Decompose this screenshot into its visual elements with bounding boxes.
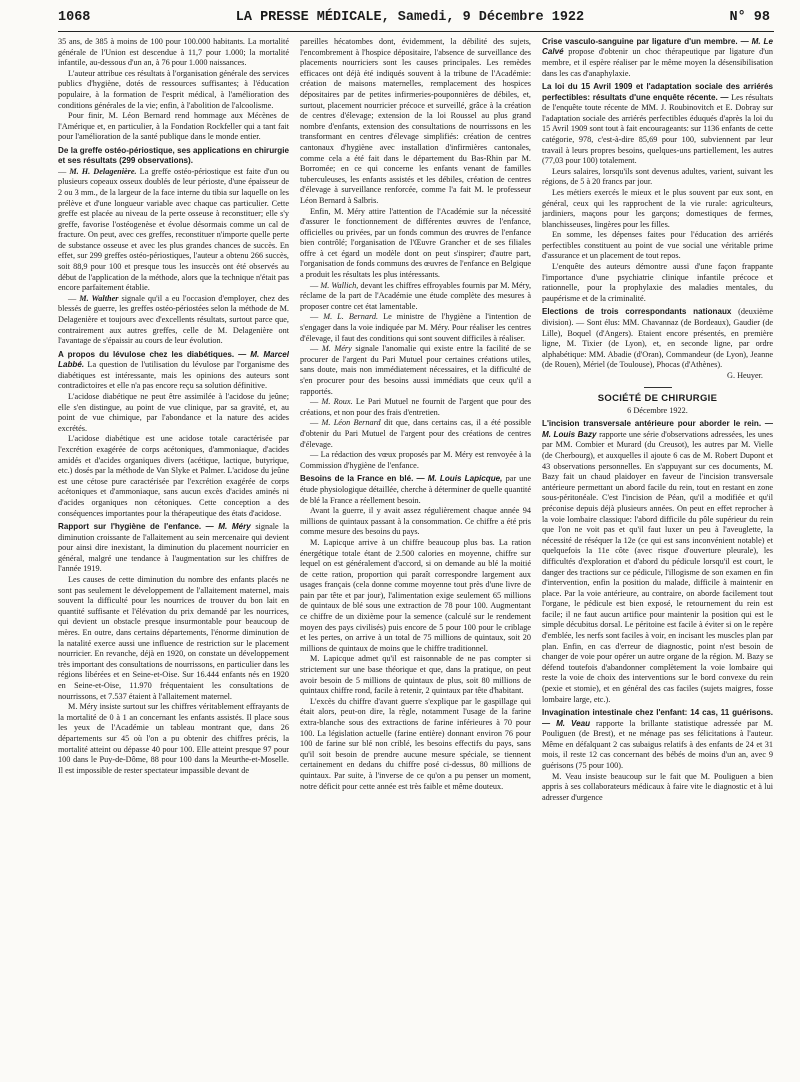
paragraph-text: signale la diminution croissante de l'allaitement au sein mercenaire qui devient pour ainsi dire inexistant, la diminution du placement nourricier en général, malgré une tendance à l'augmentation sur les chiffres de l'année 1919. [58,522,289,574]
columns [58,37,774,1077]
signature: G. Heuyer. [727,371,763,380]
paragraph: Leurs salaires, lorsqu'ils sont devenus adultes, varient, suivant les régions, de 5 à 20 francs par jour. [542,166,773,187]
paragraph: L'excès du chiffre d'avant guerre s'explique par le gaspillage qui était alors, peut-on dire, la règle, notamment l'usage de la farine extra-blanche sous des extractions de farine inférieures à 70 pour 100. La législation actuelle (farine entière) donnant environ 76 pour 100 de farine sur blé non criblé, les besoins effectifs du pays, sans qu'il soit besoin de prendre aucune mesure spéciale, se tiennent certainement en dedans du chiffre posé ci-dessus, 80 millions de quintaux. Par suite, à l'inverse de ce qu'on a pu penser un moment, notre déficit pour cette année est très faible et même douteux. [300,696,531,791]
article-heading [58,146,289,167]
paragraph: — M. Wallich, devant les chiffres effroyables fournis par M. Méry, réclame de la part de l'Académie une étude complète des mesures à proposer contre cet état lamentable. [300,280,531,311]
heading-text: Besoins de la France en blé. [300,474,414,484]
paragraph: L'enquête des auteurs démontre aussi d'une façon frappante l'importance d'une psychiatrie clinique infantile précoce et rationnelle, pour la prophylaxie des maladies mentales, du paupérisme et de la criminalité. [542,262,773,303]
paragraph: Avant la guerre, il y avait assez régulièrement chaque année 94 millions de quintaux passant à la consommation. Ce chiffre a été pris comme mesure des besoins du pays. [300,506,531,537]
author-name: M. Louis Bazy [542,429,597,439]
paragraph-text: Le ministre de l'hygiène a l'intention de s'engager dans la voie indiquée par M. Méry. Pour réaliser les centres d'élevage, il faut des conditions qui sont souvent difficiles à réaliser. [300,312,531,343]
article-heading: Invagination intestinale chez l'enfant: 14 cas, 11 guérisons. — M. Veau rapporte la brillante statistique adressée par M. Pouliguen (de Brest), et ne ménage pas ses félicitations à l'auteur. Même en défalquant 2 cas subaigus relatifs à des enfants de 24 et 31 mois, il reste 12 cas concernant des bébés de moins d'un an, avec 9 guérisons (75 pour 100). [542,708,773,770]
heading-text: La loi du 15 Avril 1909 et l'adaptation sociale des arriérés perfectibles: résultats d'une enquête récente. [542,82,773,102]
author-name: M. Méry [321,344,352,354]
page-header [58,10,774,28]
paragraph: M. Méry insiste surtout sur les chiffres véritablement effrayants de la mortalité de 0 à 1 an concernant les enfants assistés. Il place sous les yeux de l'Académie un tableau montrant que, dans 26 départements sur 45 où l'on a pu obtenir des chiffres précis, la mortalité atteint ou dépasse 40 pour 100. Elle atteint presque 97 pour 100 dans le Puy-de-Dôme, 88 pour 100 dans la Meurthe-et-Moselle. Il est impossible de rester spectateur impassible devant de [58,702,289,775]
paragraph: 35 ans, de 385 à moins de 100 pour 100.000 habitants. La mortalité générale de l'Union est descendue à 11,7 pour 1.000; la mortalité infantile, au-dessous d'un an, à 76 pour 1.000 naissances. [58,37,289,68]
author-name: M. L. Bernard. [323,312,379,322]
column-2 [300,37,531,1077]
author-name: M. Veau [556,718,591,728]
section-title: SOCIÉTÉ DE CHIRURGIE [597,392,718,404]
paragraph-text: dit que, dans certains cas, il a été possible d'obtenir du Pari Mutuel de l'argent pour des créations de centres d'élevage. [300,418,531,449]
paragraph: — M. Léon Bernard dit que, dans certains cas, il a été possible d'obtenir du Pari Mutuel de l'argent pour des créations de centres d'élevage. [300,418,531,449]
heading-text: L'incision transversale antérieure pour aborder le rein. [542,419,762,429]
paragraph: — La rédaction des vœux proposés par M. Méry est renvoyée à la Commission d'hygiène de l'enfance. [300,450,531,470]
paragraph: M. Veau insiste beaucoup sur le fait que M. Pouliguen a bien appris à ses collaborateurs médicaux à faire vite le diagnostic et à lui adresser d'urgence [542,771,773,802]
heading-text: Elections de trois correspondants nationaux [542,307,732,317]
heading-text: Invagination intestinale chez l'enfant: 14 cas, 11 guérisons. [542,708,773,718]
author-name: M. Louis Lapicque, [427,474,503,484]
paragraph: pareilles hécatombes dont, évidemment, la débilité des sujets, l'encombrement à l'hospice dépositaire, l'absence de surveillance des placements nourriciers sont les causes principales. Les remèdes efficaces ont déjà été indiqués souvent à la tribune de l'Académie: création de maisons maternelles, remplacement des hospices dépositaires par de petites infirmeries-pouponnières de débiles, et, surtout, placement nourricier précoce et surveillé, grâce à la création de centres d'élevage; extension de la loi Roussel au plus grand nombre d'enfants, extension des consultations de nourrissons en les transformant en centres d'élevage simplifiés: création de centres cantonaux d'hygiène avec installation d'infirmières cantonales, comme cela a été fait dans le département du Bas-Rhin par M. Borromée; en ce qui concerne les enfants venant de familles tuberculeuses, les enfants assistés et les débiles, création de centres d'élevage à surveillance renforcée, comme l'a fait M. le professeur Léon Bernard à Salbris. [300,37,531,205]
paragraph-text: La rédaction des vœux proposés par M. Méry est renvoyée à la Commission d'hygiène de l'enfance. [300,450,531,470]
author-name: M. Méry [218,522,251,532]
section-divider [644,387,672,388]
author-name: M. Walther [79,293,119,303]
paragraph: L'acidose diabétique est une acidose totale caractérisée par l'excrétion exagérée de corps acétoniques, d'ammoniaque, d'acides amidés et d'acides organiques divers (acétique, lactique, butyrique, etc.) dosés par la méthode de Van Slyke et Palmer. L'acidose du jeûne est une cétose pure caractérisée par l'excrétion exagérée de corps acétoniques et d'ammoniaque, sans aucun excès d'acides aminés ni d'acides organiques non cétoniques. Cette conception a des conséquences importantes pour la thérapeutique des états d'acidose. [58,434,289,518]
paragraph-text: Les résultats de l'enquête toute récente de MM. J. Roubinovitch et E. Dobray sur l'adaptation sociale des arriérés perfectibles éduqués d'après la loi du 15 Avril 1909 sont tout à fait encourageants: sur 1136 enfants de cette catégorie, 978, c'est-à-dire 85,69 pour 100, subviennent par leur travail à leurs propres besoins, quelques-uns partiellement, les autres (77,03 pour 100) totalement. [542,92,773,166]
paragraph-text: rapporte la brillante statistique adressée par M. Pouliguen (de Brest), et ne ménage pas ses félicitations à l'auteur. Même en défalquant 2 cas subaigus relatifs à des enfants de 24 et 31 mois, il reste 12 cas concernant des bébés de moins d'un an, avec 9 guérisons (75 pour 100). [542,718,773,770]
paragraph: M. Lapicque arrive à un chiffre beaucoup plus bas. La ration énergétique totale étant de 2.500 calories en moyenne, chiffre sur lequel on est généralement d'accord, si on demande au blé la moitié de cette ration, proportion qui paraît correspondre largement aux usages français (cela donne comme moyenne tout près d'une livre de pain par tête et par jour), l'alimentation exige seulement 65 millions de quintaux de blé sous une extraction de 78 pour 100. Augmentant ce chiffre de un dixième pour la semence (calculé sur le rendement moyen des pays civilisés) puis encore de 5 pour 100 pour le criblage et les pertes, on arrive à un total de 75 millions de quintaux, soit 20 millions de quintaux de moins que le chiffre traditionnel. [300,537,531,653]
paragraph: M. Lapicque admet qu'il est raisonnable de ne pas compter si strictement sur une base théorique et que, dans la pratique, on peut avoir besoin de 5 millions de quintaux de plus, soit 80 millions de quintaux chiffre rond, facile à retenir, 2 quintaux par tête d'habitant. [300,654,531,696]
article-heading [542,307,773,371]
paragraph: En somme, les dépenses faites pour l'éducation des arriérés perfectibles constituent au point de vue social une véritable prime d'assurance et un placement de tout repos. [542,230,773,261]
paragraph-text: rapporte une série d'observations adressées, les unes par MM. Combier et Murard (du Creusot), les autres par M. Vielle (de Cherbourg), et auxquelles il ajoute 6 cas de M. Robert Dupont et 43 observations personnelles. En s'appuyant sur ces documents, M. Bazy fait un chaud plaidoyer en faveur de l'incision transversale antérieure permettant un abord facile du rein, tout en restant en zone sous-péritonéale. C'est l'incision de Péan, qu'il a modifiée et qu'il préconise depuis déjà plusieurs années. On peut en effet reprocher à la voie lombaire classique: l'abord difficile du pôle supérieur du rein que l'on ne voit pas et qu'il faut luxer un peu à l'aveuglette, la nécessité de réséquer la 12e (ce qui est sans inconvénient notable) et quelquefois la 11e côte (avec risque d'ouverture pleurale), les difficultés d'exploration et d'abord du pédicule lorsqu'il est court, le danger des tractions sur ce pédicule, l'illogisme de son examen en fin d'intervention, enfin la position du malade, difficile à maintenir en place. Par la voie antérieure, au contraire, on aborde facilement tout l'organe, le pédicule est bien exposé, le retournement du rein est facile; il ne faut aucun artifice pour maintenir la position qui est le simple décubitus dorsal. Le péritoine est facile à éviter si on le repère d'emblée, les nerfs sont faciles à voir, en incisant les muscles plan par plan. Enfin, en cas d'erreur de diagnostic, point n'est besoin de changer de voie pour opérer un autre organe de la région. M. Bazy se défend toutefois d'abandonner complètement la voie lombaire qui reste la voie de choix des interventions sur le bord convexe du rein (pexie et stomie), et en général des cas faciles (sujets maigres, fosse lombaire large, etc.). [542,429,773,704]
paragraph: Enfin, M. Méry attire l'attention de l'Académie sur la nécessité d'assurer le fonctionnement de différentes œuvres de l'enfance, officielles ou privées, par un fonds commun des œuvres de l'enfance bien contrôlé; l'organisation de l'Œuvre Grancher et de ses filiales offre à cet égard un modèle dont on peut s'inspirer; d'autre part, l'organisation de fonds communs des œuvres de l'enfance en Belgique a produit les résultats les plus intéressants. [300,206,531,280]
paragraph-text: (deuxième division). — Sont élus: MM. Chavannaz (de Bordeaux), Gaudier (de Lille), Boquel (d'Angers). Etaient encore présentés, en première ligne, M. Tixier (de Lyon), et, en seconde ligne, par ordre alphabétique: MM. Abadie (d'Oran), Commandeur (de Lyon), Jeanne (de Rouen), Mériel (de Toulouse), Phocas (d'Athènes). [542,307,773,370]
heading-text: Rapport sur l'hygiène de l'enfance. [58,522,202,532]
column-1 [58,37,289,1077]
paragraph-text: signale l'anomalie qui existe entre la facilité de se procurer de l'argent du Pari Mutuel pour certaines créations utiles, sans doute, mais non immédiatement nécessaires, et la difficulté de s'en procurer pour des besoins aussi immédiats que ceux qu'il a rapportés. [300,344,531,396]
article-heading: Rapport sur l'hygiène de l'enfance. — M. Méry signale la diminution croissante de l'allaitement au sein mercenaire qui devient pour ainsi dire inexistant, la diminution du placement nourricier en général, malgré une tendance à l'augmentation sur les chiffres de l'année 1919. [58,522,289,574]
section-date: 6 Décembre 1922. [627,405,688,415]
page-number: 1068 [58,10,91,25]
journal-title: LA PRESSE MÉDICALE, Samedi, 9 Décembre 1922 [235,10,585,25]
heading-text: Crise vasculo-sanguine par ligature d'un membre. [542,37,738,46]
article-heading: Crise vasculo-sanguine par ligature d'un membre. — M. Le Calvé propose d'obtenir un choc thérapeutique par ligature d'un membre, et il espère réaliser par le même moyen la désensibilisation dans les cas d'anaphylaxie. [542,37,773,78]
column-3 [542,37,773,1077]
heading-text: A propos du lévulose chez les diabétiques. [58,349,235,359]
author-name: M. Léon Bernard [321,418,381,428]
paragraph: — M. H. Delagenière. La greffe ostéo-périostique est faite d'un ou plusieurs copeaux osseux doublés de leur périoste, d'une épaisseur de 2 ou 3 mm., de la largeur de la face interne du tibia sur laquelle on les prélève et d'une longueur variable avec chaque cas particulier. Cette greffe est placée au niveau de la perte osseuse à reconstituer; elle s'y greffe, favorise l'ostéogenèse et évolue désormais comme un cal de fracture. On peut, avec ces greffes, reconstituer n'importe quelle perte de substance osseuse et avec les plus grandes chances de succès. En effet, sur 299 greffes ostéo-périostiques, l'auteur a obtenu 266 succès, soit 88,9 pour 100 et presque tous les insuccès ont été observés au début de l'application de la méthode, alors que la technique n'était pas encore parfaitement établie. [58,166,289,293]
heading-text: De la greffe ostéo-périostique, ses applications en chirurgie et ses résultats (299 observations). [58,145,289,166]
article-heading: L'incision transversale antérieure pour aborder le rein. — M. Louis Bazy rapporte une série d'observations adressées, les unes par MM. Combier et Murard (du Creusot), les autres par M. Vielle (de Cherbourg), et auxquelles il ajoute 6 cas de M. Robert Dupont et 43 observations personnelles. En s'appuyant sur ces documents, M. Bazy fait un chaud plaidoyer en faveur de l'incision transversale antérieure permettant un abord facile du rein, tout en restant en zone sous-péritonéale. C'est l'incision de Péan, qu'il a modifiée et qu'il préconise depuis déjà plusieurs années. On peut en effet reprocher à la voie lombaire classique: l'abord difficile du pôle supérieur du rein que l'on ne voit pas et qu'il faut luxer un peu à l'aveuglette, la nécessité de réséquer la 12e (ce qui est sans inconvénient notable) et quelquefois la 11e côte (avec risque d'ouverture pleurale), les difficultés d'exploration et d'abord du pédicule lorsqu'il est court, le danger des tractions sur ce pédicule, l'illogisme de son examen en fin d'intervention, enfin la position du malade, difficile à maintenir en place. Par la voie antérieure, au contraire, on aborde facilement tout l'organe, le pédicule est bien exposé, le retournement du rein est facile; il ne faut aucun artifice pour maintenir la position qui est le simple décubitus dorsal. Le péritoine est facile à éviter si on le repère d'emblée, les nerfs sont faciles à voir, en incisant les muscles plan par plan. Enfin, en cas d'erreur de diagnostic, point n'est besoin de changer de voie pour opérer un autre organe de la région. M. Bazy se défend toutefois d'abandonner complètement la voie lombaire qui reste la voie de choix des interventions sur le bord convexe du rein (pexie et stomie), et en général des cas faciles (sujets maigres, fosse lombaire large, etc.). [542,419,773,704]
paragraph: Pour finir, M. Léon Bernard rend hommage aux Mécènes de l'Amérique et, en particulier, à la Fondation Rockfeller qui a tant fait pour l'amélioration de la santé publique dans le monde entier. [58,111,289,142]
issue-number: N° 98 [729,10,770,25]
paragraph-text: La question de l'utilisation du lévulose par l'organisme des diabétiques est intéressante, mais les opinions des auteurs sont contradictoires et elle n'a pas encore reçu sa solution définitive. [58,360,289,391]
paragraph: — M. Walther signale qu'il a eu l'occasion d'employer, chez des blessés de guerre, les greffes ostéo-périostées selon la méthode de M. Delagenière et toujours avec d'excellents résultats, surtout parce que, contrairement aux autres greffes, celle de M. Delagenière ont l'avantage de s'épaissir au cours de leur évolution. [58,293,289,346]
paragraph-text: Le Pari Mutuel ne fournit de l'argent que pour des créations, et non pour des frais d'entretien. [300,397,531,417]
paragraph: L'acidose diabétique ne peut être assimilée à l'acidose du jeûne; elle s'en distingue, au point de vue clinique, par sa gravité, et, au point de vue chimique, par l'abondance et la nature des acides excrétés. [58,391,289,433]
article-heading: Besoins de la France en blé. — M. Louis Lapicque, par une étude physiologique détaillée, cherche à déterminer de quelle quantité de blé la France a réellement besoin. [300,474,531,505]
author-name: M. Marcel Labbé. [58,349,289,370]
paragraph-text: signale qu'il a eu l'occasion d'employer, chez des blessés de guerre, les greffes ostéo-périostées selon la méthode de M. Delagenière et toujours avec d'excellents résultats, surtout parce que, contrairement aux autres greffes, celle de M. Delagenière ont l'avantage de s'épaissir au cours de leur évolution. [58,293,289,346]
author-name: M. Roux. [321,397,353,407]
paragraph-text: devant les chiffres effroyables fournis par M. Méry, réclame de la part de l'Académie une étude complète des mesures à proposer contre cet état lamentable. [300,280,531,311]
paragraph-text: propose d'obtenir un choc thérapeutique par ligature d'un membre, et il espère réaliser par le même moyen la désensibilisation dans les cas d'anaphylaxie. [542,47,773,78]
paragraph: Les causes de cette diminution du nombre des enfants placés ne sont pas seulement le développement de l'allaitement maternel, mais souvent la difficulté pour les nourrices de trouver du bon lait en quantité suffisante et l'élévation du prix demandé par les nourrices, qui devient un obstacle presque insurmontable pour beaucoup de mères. En outre, dans certains départements, l'énorme diminution de la natalité exerce aussi une influence de restriction sur le placement nourricier. En revanche, déjà en 1920, on constate un développement très important des consultations de nourrissons, en particulier dans les régions libérées et en Seine-et-Oise. Sur 16.444 enfants nés en 1920 en Seine-et-Oise, 11.970 fréquentaient les consultations de nourrissons, et 7.537 étaient à l'allaitement maternel. [58,575,289,701]
paragraph: — M. Méry signale l'anomalie qui existe entre la facilité de se procurer de l'argent du Pari Mutuel pour certaines créations utiles, sans doute, mais non immédiatement nécessaires, et la difficulté de s'en procurer pour des besoins aussi immédiats que ceux qu'il a rapportés. [300,344,531,396]
paragraph: Les métiers exercés le mieux et le plus souvent par eux sont, en général, ceux qui les rapprochent de la vie rurale: agriculteurs, jardiniers, maçons pour les garçons; domestiques de fermes, blanchisseuses, lingères pour les filles. [542,187,773,229]
author-name: M. H. Delagenière. [69,166,137,176]
paragraph: — M. Roux. Le Pari Mutuel ne fournit de l'argent que pour des créations, et non pour des frais d'entretien. [300,397,531,417]
article-heading: La loi du 15 Avril 1909 et l'adaptation sociale des arriérés perfectibles: résultats d'une enquête récente. — Les résultats de l'enquête toute récente de MM. J. Roubinovitch et E. Dobray sur l'adaptation sociale des arriérés perfectibles éduqués d'après la loi du 15 Avril 1909 sont tout à fait encourageants: sur 1136 enfants de cette catégorie, 978, c'est-à-dire 85,69 pour 100, subviennent par leur travail à leurs propres besoins, quelques-uns partiellement, les autres (77,03 pour 100) totalement. [542,82,773,166]
paragraph-text: par une étude physiologique détaillée, cherche à déterminer de quelle quantité de blé la France a réellement besoin. [300,474,531,505]
header-rule [58,31,774,32]
author-name: M. Le Calvé [542,37,773,57]
paragraph: — M. L. Bernard. Le ministre de l'hygiène a l'intention de s'engager dans la voie indiquée par M. Méry. Pour réaliser les centres d'élevage, il faut des conditions qui sont souvent difficiles à réaliser. [300,312,531,343]
author-name: M. Wallich [320,280,357,290]
paragraph-text: La greffe ostéo-périostique est faite d'un ou plusieurs copeaux osseux doublés de leur périoste, d'une épaisseur de 2 ou 3 mm., de la largeur de la face interne du tibia sur laquelle on les prélève et d'une longueur variable avec chaque cas particulier. Cette greffe est placée au niveau de la perte osseuse à reconstituer; elle s'y greffe, favorise l'ostéogenèse et évolue désormais comme un cal de fracture. On peut, avec ces greffes, reconstituer n'importe quelle perte de substance osseuse et avec les plus grandes chances de succès. En effet, sur 299 greffes ostéo-périostiques, l'auteur a obtenu 266 succès, soit 88,9 pour 100 et presque tous les insuccès ont été observés au début de l'application de la méthode, alors que la technique n'était pas encore parfaitement établie. [58,166,289,293]
article-heading: A propos du lévulose chez les diabétiques. — M. Marcel Labbé. La question de l'utilisation du lévulose par l'organisme des diabétiques est intéressante, mais les opinions des auteurs sont contradictoires et elle n'a pas encore reçu sa solution définitive. [58,349,289,391]
paragraph: L'auteur attribue ces résultats à l'organisation générale des services publics d'hygiène, dotés de ressources suffisantes; à l'éducation populaire, à la formation de l'esprit médical, à l'amélioration des conditions générales de la vie; enfin, à l'abolition de l'alcoolisme. [58,68,289,110]
